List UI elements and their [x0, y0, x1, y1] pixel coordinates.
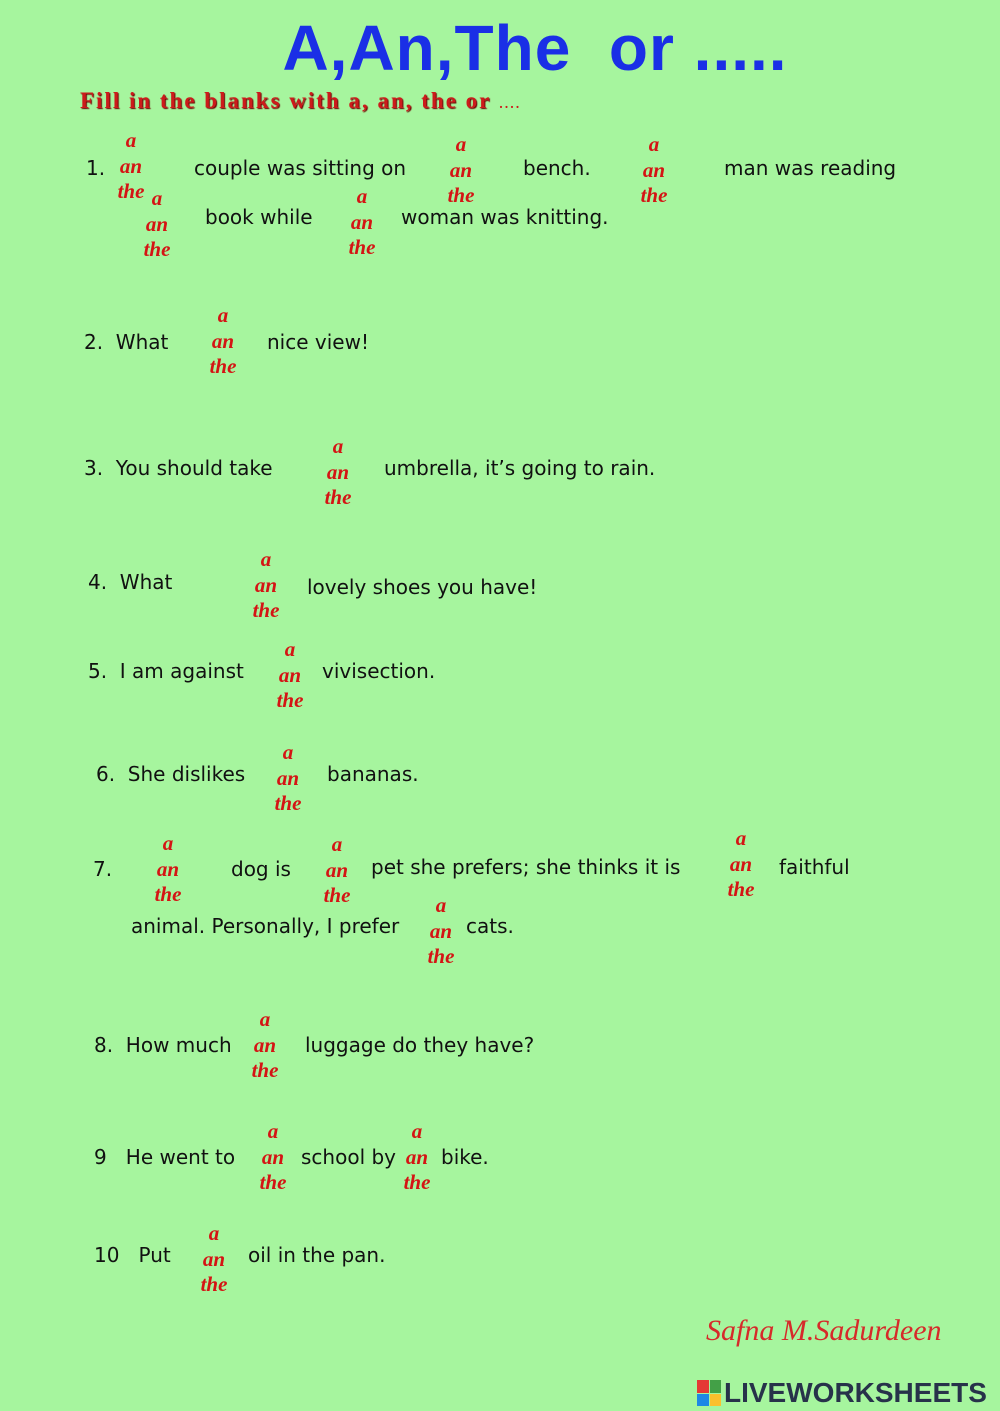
q7-number: 7. — [93, 857, 113, 881]
option-a[interactable]: a — [331, 832, 343, 856]
option-the[interactable]: the — [276, 688, 304, 712]
q6-text-2: bananas. — [327, 762, 419, 786]
q10-text-1: 10 Put — [94, 1243, 171, 1267]
q10-text-2: oil in the pan. — [248, 1243, 386, 1267]
q1-blank-4-options[interactable] — [135, 186, 179, 263]
q5-blank-1-options[interactable] — [268, 637, 312, 714]
q4-text-2: lovely shoes you have! — [307, 575, 538, 599]
q2-text-1: 2. What — [84, 330, 169, 354]
q8-blank-1-options[interactable] — [243, 1007, 287, 1084]
option-an[interactable]: an — [211, 328, 235, 353]
option-an[interactable]: an — [145, 211, 169, 236]
option-an[interactable]: an — [325, 857, 349, 882]
option-the[interactable]: the — [200, 1272, 228, 1296]
q6-text-1: 6. She dislikes — [96, 762, 246, 786]
q9-text-3: bike. — [441, 1145, 489, 1169]
q2-blank-1-options[interactable] — [201, 303, 245, 380]
q7-blank-2-options[interactable] — [315, 832, 359, 909]
option-the[interactable]: the — [640, 183, 668, 207]
q1-text-1: couple was sitting on — [194, 156, 407, 180]
option-the[interactable]: the — [154, 882, 182, 906]
option-a[interactable]: a — [217, 303, 229, 327]
option-a[interactable]: a — [284, 637, 296, 661]
option-an[interactable]: an — [202, 1246, 226, 1271]
instruction — [80, 88, 521, 114]
option-an[interactable]: an — [729, 851, 753, 876]
q7-text-4: animal. Personally, I prefer — [131, 914, 400, 938]
logo-square-yellow — [710, 1394, 722, 1407]
q5-text-2: vivisection. — [322, 659, 436, 683]
option-the[interactable]: the — [348, 235, 376, 259]
liveworksheets-brand — [697, 1376, 987, 1410]
option-a[interactable]: a — [267, 1119, 279, 1143]
option-a[interactable]: a — [162, 831, 174, 855]
option-a[interactable]: a — [435, 893, 447, 917]
option-a[interactable]: a — [208, 1221, 220, 1245]
option-an[interactable]: an — [429, 918, 453, 943]
q9-blank-1-options[interactable] — [251, 1119, 295, 1196]
option-an[interactable]: an — [278, 662, 302, 687]
option-a[interactable]: a — [282, 740, 294, 764]
option-the[interactable]: the — [447, 183, 475, 207]
option-an[interactable]: an — [254, 572, 278, 597]
option-the[interactable]: the — [427, 944, 455, 968]
option-a[interactable]: a — [125, 128, 137, 152]
option-the[interactable]: the — [259, 1170, 287, 1194]
option-the[interactable]: the — [209, 354, 237, 378]
option-an[interactable]: an — [261, 1144, 285, 1169]
logo-square-red — [697, 1380, 709, 1393]
q1-text-4: book while — [205, 205, 313, 229]
option-a[interactable]: a — [260, 547, 272, 571]
q5-text-1: 5. I am against — [88, 659, 244, 683]
option-the[interactable]: the — [251, 1058, 279, 1082]
option-a[interactable]: a — [332, 434, 344, 458]
option-a[interactable]: a — [735, 826, 747, 850]
option-an[interactable]: an — [449, 157, 473, 182]
q7-blank-3-options[interactable] — [719, 826, 763, 903]
option-an[interactable]: an — [276, 765, 300, 790]
option-the[interactable]: the — [324, 485, 352, 509]
q9-text-1: 9 He went to — [94, 1145, 236, 1169]
q7-text-2: pet she prefers; she thinks it is — [371, 855, 681, 879]
q1-blank-2-options[interactable] — [439, 132, 483, 209]
option-an[interactable]: an — [642, 157, 666, 182]
q8-text-1: 8. How much — [94, 1033, 232, 1057]
author-signature: Safna M.Sadurdeen — [706, 1314, 942, 1347]
option-the[interactable]: the — [252, 598, 280, 622]
logo-square-blue — [697, 1394, 709, 1407]
q7-blank-4-options[interactable] — [419, 893, 463, 970]
option-an[interactable]: an — [326, 459, 350, 484]
q6-blank-1-options[interactable] — [266, 740, 310, 817]
q8-text-2: luggage do they have? — [305, 1033, 535, 1057]
q2-text-2: nice view! — [267, 330, 369, 354]
option-a[interactable]: a — [648, 132, 660, 156]
option-a[interactable]: a — [455, 132, 467, 156]
option-an[interactable]: an — [405, 1144, 429, 1169]
q1-number: 1. — [86, 156, 106, 180]
option-the[interactable]: the — [117, 179, 145, 203]
option-the[interactable]: the — [143, 237, 171, 261]
q1-text-3: man was reading — [724, 156, 897, 180]
option-an[interactable]: an — [119, 153, 143, 178]
worksheet-title: A,An,The or ..... — [282, 12, 788, 84]
option-the[interactable]: the — [727, 877, 755, 901]
q3-text-1: 3. You should take — [84, 456, 273, 480]
option-an[interactable]: an — [253, 1032, 277, 1057]
instruction-text: Fill in the blanks with a, an, the or — [80, 88, 491, 113]
q9-text-2: school by — [301, 1145, 397, 1169]
q4-blank-1-options[interactable] — [244, 547, 288, 624]
q1-text-5: woman was knitting. — [401, 205, 609, 229]
option-a[interactable]: a — [356, 184, 368, 208]
q1-blank-3-options[interactable] — [632, 132, 676, 209]
q1-blank-5-options[interactable] — [340, 184, 384, 261]
q9-blank-2-options[interactable] — [395, 1119, 439, 1196]
option-a[interactable]: a — [259, 1007, 271, 1031]
option-the[interactable]: the — [323, 883, 351, 907]
q4-text-1: 4. What — [88, 570, 173, 594]
q1-text-2: bench. — [523, 156, 591, 180]
option-an[interactable]: an — [156, 856, 180, 881]
q7-text-3: faithful — [779, 855, 850, 879]
q7-text-5: cats. — [466, 914, 514, 938]
q7-blank-1-options[interactable] — [146, 831, 190, 908]
option-a[interactable]: a — [151, 186, 163, 210]
brand-text: LIVEWORKSHEETS — [724, 1377, 987, 1408]
option-an[interactable]: an — [350, 209, 374, 234]
logo-square-green — [710, 1380, 722, 1393]
option-a[interactable]: a — [411, 1119, 423, 1143]
option-the[interactable]: the — [403, 1170, 431, 1194]
option-the[interactable]: the — [274, 791, 302, 815]
instruction-dots: .... — [498, 92, 521, 112]
liveworksheets-logo-icon — [697, 1380, 721, 1406]
q10-blank-1-options[interactable] — [192, 1221, 236, 1298]
q3-text-2: umbrella, it’s going to rain. — [384, 456, 656, 480]
q7-text-1: dog is — [231, 857, 291, 881]
q3-blank-1-options[interactable] — [316, 434, 360, 511]
